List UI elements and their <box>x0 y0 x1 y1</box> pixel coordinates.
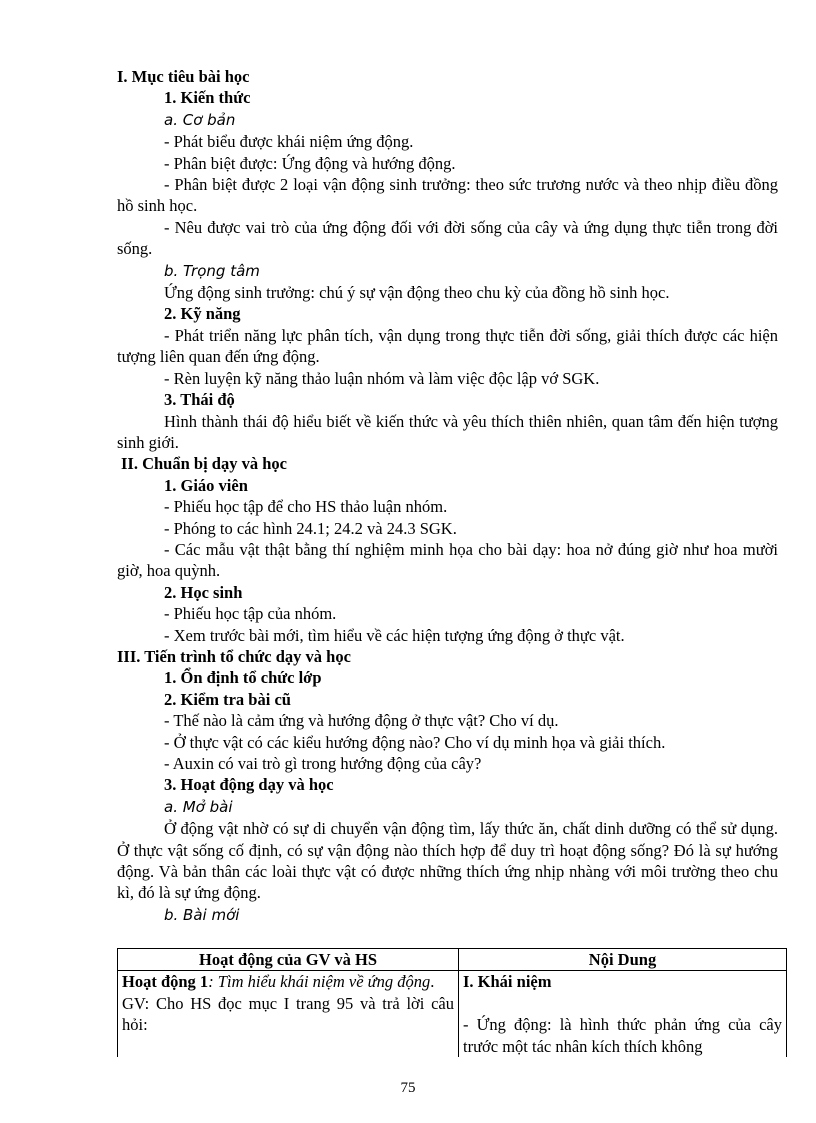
section-3-heading: III. Tiến trình tổ chức dạy và học <box>117 646 351 666</box>
subheading-bai-moi: b. Bài mới <box>164 905 240 924</box>
activity-table <box>117 948 787 1057</box>
heading-giao-vien: 1. Giáo viên <box>164 475 248 495</box>
list-item: - Nêu được vai trò của ứng động đối với đời sống của cây và ứng dụng thực tiễn trong đời sống. <box>117 217 778 259</box>
list-item: - Phiếu học tập để cho HS thảo luận nhóm. <box>164 497 448 517</box>
list-item: - Phiếu học tập của nhóm. <box>164 604 337 624</box>
list-item: - Phóng to các hình 24.1; 24.2 và 24.3 SGK. <box>164 518 457 538</box>
heading-hoc-sinh: 2. Học sinh <box>164 582 243 602</box>
content-heading-khai-niem: I. Khái niệm <box>463 972 552 992</box>
heading-on-dinh: 1. Ổn định tổ chức lớp <box>164 668 322 688</box>
list-item: - Rèn luyện kỹ năng thảo luận nhóm và làm việc độc lập vớ SGK. <box>164 368 600 388</box>
list-item: - Xem trước bài mới, tìm hiểu về các hiện tượng ứng động ở thực vật. <box>164 625 625 645</box>
section-1-heading: I. Mục tiêu bài học <box>117 67 250 86</box>
list-item: - Auxin có vai trò gì trong hướng động của cây? <box>164 754 482 773</box>
list-item: - Thế nào là cảm ứng và hướng động ở thực vật? Cho ví dụ. <box>164 711 559 731</box>
activity-1-label: Hoạt động 1 <box>122 972 209 992</box>
activity-1-period: . <box>430 972 435 992</box>
heading-ky-nang: 2. Kỹ năng <box>164 304 241 324</box>
list-item: - Các mẫu vật thật bằng thí nghiệm minh họa cho bài dạy: hoa nở đúng giờ như hoa mười giờ, hoa quỳnh. <box>117 539 778 581</box>
list-item: - Phát triển năng lực phân tích, vận dụng trong thực tiễn đời sống, giải thích được các hiện tượng liên quan đến ứng động. <box>117 325 778 367</box>
content-definition: - Ứng động: là hình thức phản ứng của cây trước một tác nhân kích thích không <box>463 1015 782 1056</box>
section-2-heading: II. Chuẩn bị dạy và học <box>121 454 287 474</box>
table-cell-activity <box>118 971 459 1057</box>
activity-1-title: : Tìm hiểu khái niệm về ứng động <box>208 972 431 992</box>
list-item: - Ở thực vật có các kiểu hướng động nào? Cho ví dụ minh họa và giải thích. <box>164 732 666 752</box>
paragraph-mo-bai: Ở động vật nhờ có sự di chuyển vận động tìm, lấy thức ăn, chất dinh dưỡng có thể sử dụng. Ở thực vật sống cố định, có sự vận động nào thích hợp để duy trì hoạt động sống? Đó là sự hướng động. Và bản thân các loài thực vật có được những thích ứng nhịp nhàng với môi trường theo chu kì, đó là sự ứng động. <box>117 819 778 903</box>
list-item: - Phân biệt được 2 loại vận động sinh trưởng: theo sức trương nước và theo nhịp điều đồng hồ sinh học. <box>117 175 778 216</box>
heading-hoat-dong: 3. Hoạt động dạy và học <box>164 775 334 795</box>
subheading-trong-tam: b. Trọng tâm <box>164 261 260 280</box>
subheading-co-ban: a. Cơ bản <box>164 110 236 129</box>
table-row <box>118 971 787 1057</box>
table-header-row <box>118 949 787 971</box>
paragraph-trong-tam: Ứng động sinh trưởng: chú ý sự vận động theo chu kỳ của đồng hồ sinh học. <box>164 283 670 303</box>
paragraph-thai-do: Hình thành thái độ hiểu biết về kiến thức và yêu thích thiên nhiên, quan tâm đến hiện tượng sinh giới. <box>117 411 778 452</box>
activity-1-teacher-instruction: GV: Cho HS đọc mục I trang 95 và trả lời câu hỏi: <box>122 993 454 1035</box>
page-number: 75 <box>400 1080 416 1096</box>
heading-kiem-tra: 2. Kiểm tra bài cũ <box>164 689 291 709</box>
heading-thai-do: 3. Thái độ <box>164 390 235 410</box>
list-item: - Phân biệt được: Ứng động và hướng động. <box>164 153 456 173</box>
table-cell-content <box>459 971 787 1057</box>
list-item: - Phát biểu được khái niệm ứng động. <box>164 132 414 152</box>
subheading-mo-bai: a. Mở bài <box>164 797 233 816</box>
table-header-teacher-student: Hoạt động của GV và HS <box>118 949 459 971</box>
heading-kien-thuc: 1. Kiến thức <box>164 88 251 108</box>
document-body <box>117 66 778 926</box>
table-header-content: Nội Dung <box>459 949 787 971</box>
